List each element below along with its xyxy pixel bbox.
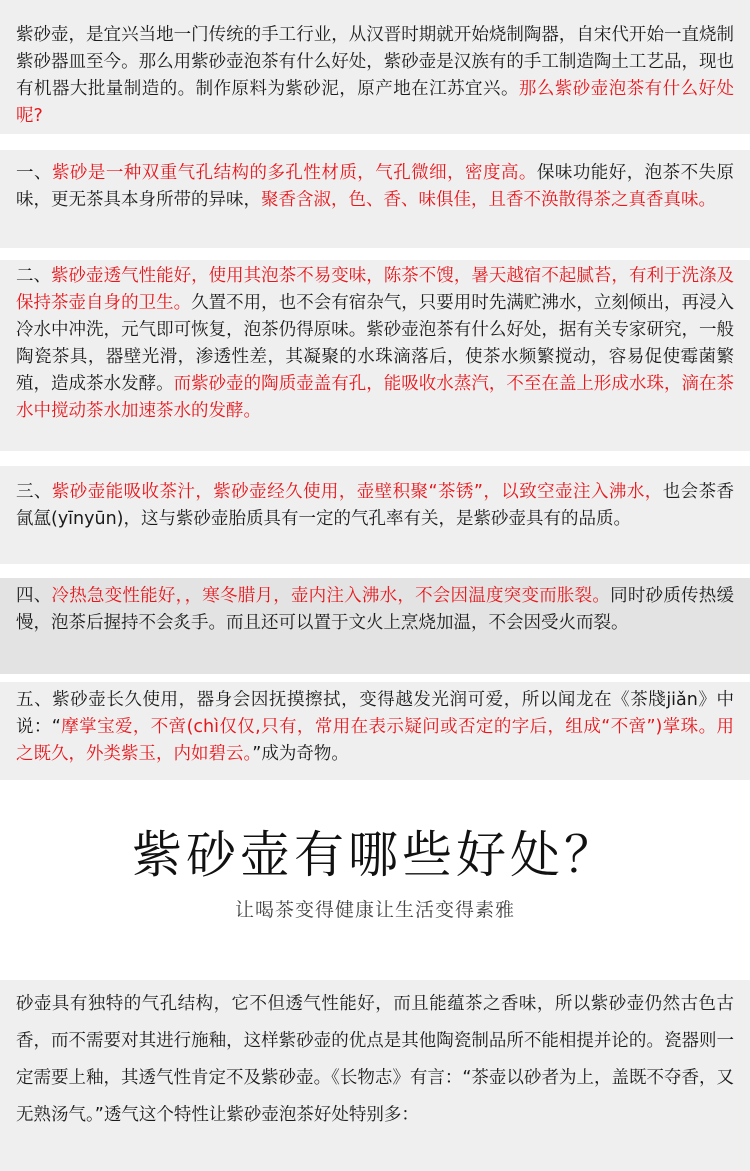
- p2-text: 久置不用，也不会有宿杂气，只要用时先满贮沸水，立刻倾出，再浸入冷水中冲洗，元气即可恢复，泡茶仍得原味。紫砂壶泡茶有什么好处，据有关专家研究，一般陶瓷茶具，器壁光滑，渗透性差，其凝聚的水珠滴落后，使茶水频繁搅动，容易促使霉菌繁殖，造成茶水发酵。: [16, 293, 734, 394]
- p2-highlight-2: 而紫砂壶的陶质壶盖有孔，能吸收水蒸汽，不至在盖上形成水珠，滴在茶水中搅动茶水加速茶水的发酵。: [16, 374, 735, 421]
- p6-text: 砂壶具有独特的气孔结构，它不但透气性能好，而且能蕴茶之香味，所以紫砂壶仍然古色古香，而不需要对其进行施釉，这样紫砂壶的优点是其他陶瓷制品所不能相提并论的。瓷器则一定需要上釉，其透气性肯定不及紫砂壶。《长物志》有言：“茶壶以砂者为上，盖既不夺香，又无熟汤气。”透气这个特性让紫砂壶泡茶好处特别多：: [16, 994, 734, 1125]
- p4-highlight-1: 冷热急变性能好，，寒冬腊月，壶内注入沸水，不会因温度突变而胀裂。: [51, 586, 611, 606]
- closing-paragraph: [0, 980, 750, 1171]
- p2-highlight-1: 紫砂壶透气性能好，使用其泡茶不易变味，陈茶不馊，暑天越宿不起腻苔，有利于洗涤及保持茶壶自身的卫生。: [16, 266, 735, 313]
- benefit-paragraph-2: [0, 260, 750, 451]
- intro-paragraph: [0, 0, 750, 134]
- benefit-paragraph-3: [0, 466, 750, 564]
- p3-highlight-1: 紫砂壶能吸收茶汁，紫砂壶经久使用，壶壁积聚“茶锈”，以致空壶注入沸水，: [51, 482, 663, 502]
- section-title: 紫砂壶有哪些好处？: [132, 826, 618, 884]
- benefit-paragraph-1: [0, 150, 750, 248]
- p5-text-2: ”成为奇物。: [252, 744, 349, 764]
- p5-highlight-1: 摩掌宝爱，不啻(chì仅仅,只有，常用在表示疑问或否定的字后，组成“不啻”)掌珠。用之既久，外类紫玉，内如碧云。: [16, 717, 734, 764]
- intro-question: 那么紫砂壶泡茶有什么好处呢?: [16, 79, 734, 126]
- p4-prefix: 四、: [16, 586, 52, 606]
- p1-prefix: 一、: [16, 163, 52, 183]
- p3-prefix: 三、: [16, 482, 52, 502]
- p1-highlight-2: 聚香含淑，色、香、味俱佳，且香不涣散得茶之真香真味。: [261, 190, 716, 210]
- p5-text-1: 五、紫砂壶长久使用，器身会因抚摸擦拭，变得越发光润可爱，所以闻龙在《茶牋jiǎn》中说：“: [16, 690, 734, 737]
- p4-text: 同时砂质传热缓慢，泡茶后握持不会炙手。而且还可以置于文火上烹烧加温，不会因受火而裂。: [16, 586, 735, 633]
- p3-text: 也会茶香氤氲(yīnyūn)，这与紫砂壶胎质具有一定的气孔率有关，是紫砂壶具有的品质。: [16, 482, 735, 529]
- p2-prefix: 二、: [16, 266, 52, 286]
- p1-highlight-1: 紫砂是一种双重气孔结构的多孔性材质，气孔微细，密度高。: [51, 163, 537, 183]
- benefit-paragraph-4: [0, 578, 750, 674]
- section-subtitle: 让喝茶变得健康让生活变得素雅: [234, 899, 515, 921]
- p1-text: 保味功能好，泡茶不失原味，更无茶具本身所带的异味，: [16, 163, 735, 210]
- benefit-paragraph-5: [0, 682, 750, 780]
- intro-text: 紫砂壶，是宜兴当地一门传统的手工行业，从汉晋时期就开始烧制陶器，自宋代开始一直烧制紫砂器皿至今。那么用紫砂壶泡茶有什么好处，紫砂壶是汉族有的手工制造陶土工艺品，现也有机器大批量制造的。制作原料为紫砂泥，原产地在江苏宜兴。: [16, 25, 734, 99]
